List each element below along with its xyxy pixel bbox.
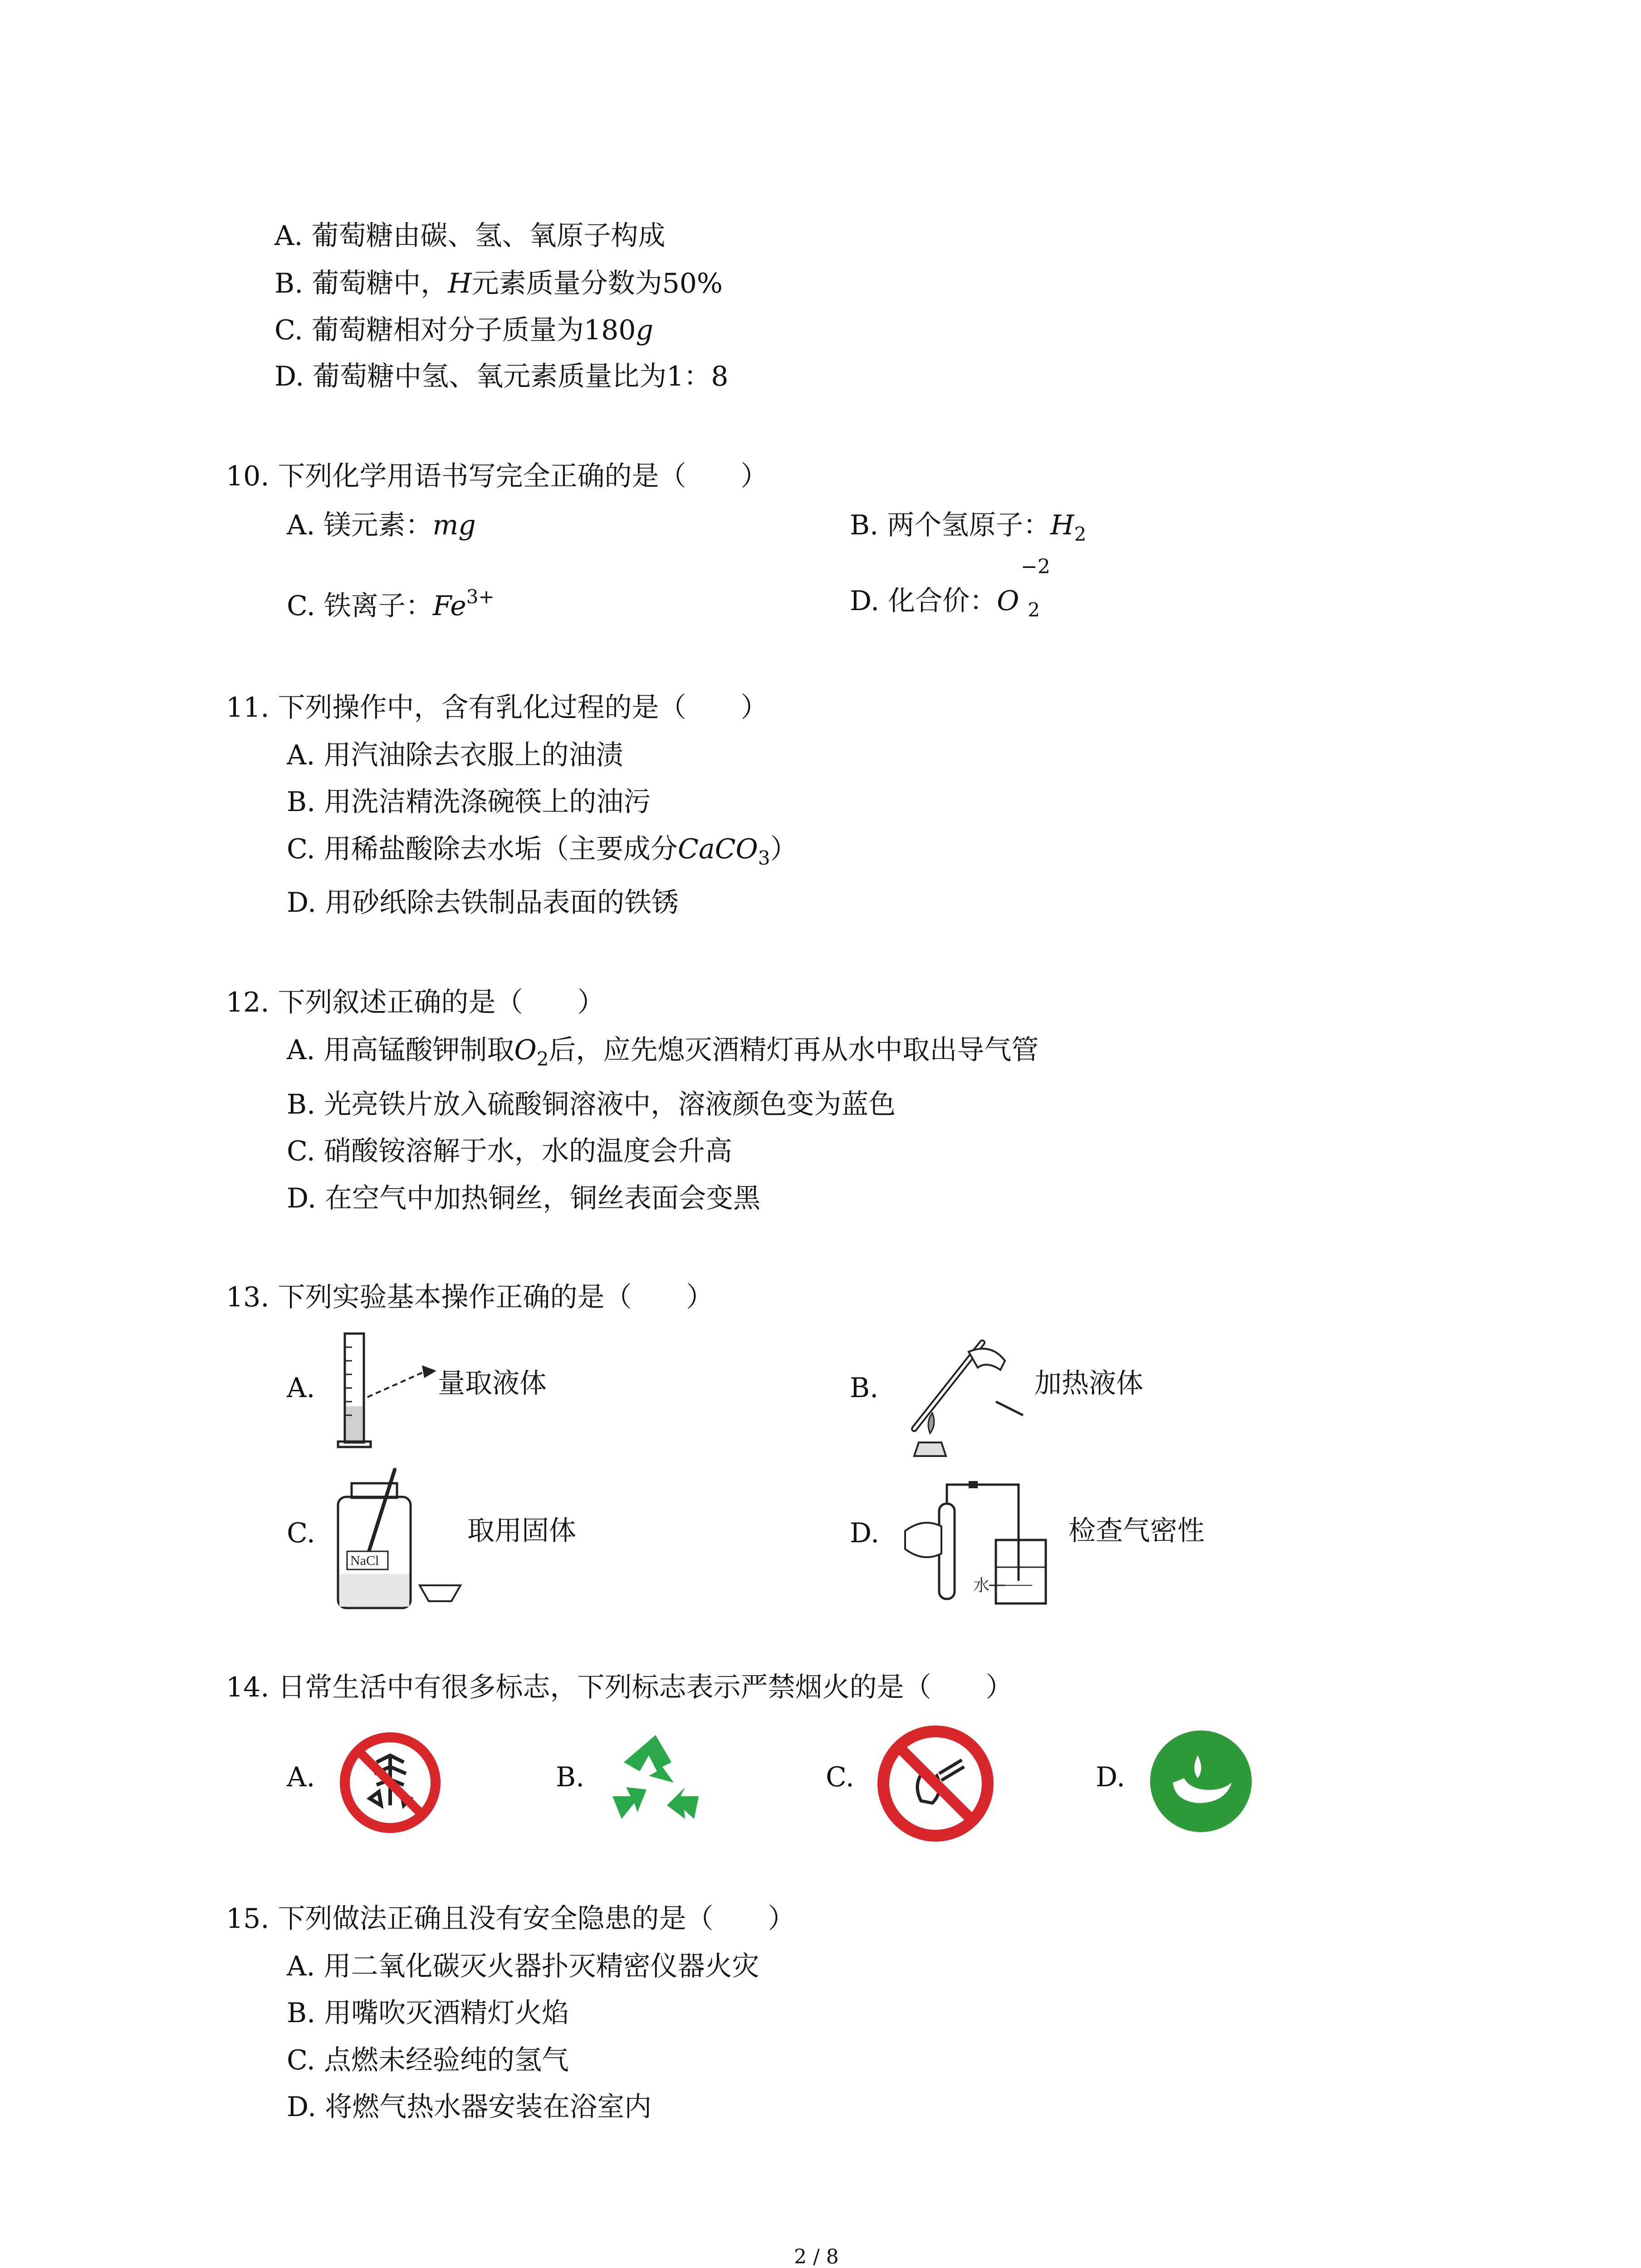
heating-liquid-figure xyxy=(892,1325,1028,1461)
q11-option-b: B. 用洗洁精洗涤碗筷上的油污 xyxy=(287,786,651,818)
q9-option-c: C. 葡萄糖相对分子质量为180g xyxy=(274,314,653,346)
page-number: 2 / 8 xyxy=(794,2245,839,2268)
q15-option-c: C. 点燃未经验纯的氢气 xyxy=(287,2044,569,2076)
q13-letter-b: B. xyxy=(850,1372,879,1404)
q12-option-d: D. 在空气中加热铜丝，铜丝表面会变黑 xyxy=(287,1183,761,1214)
airtightness-check-figure xyxy=(896,1476,1068,1608)
q9-option-a: A. 葡萄糖由碳、氢、氧原子构成 xyxy=(274,220,666,252)
q12-option-c: C. 硝酸铵溶解于水，水的温度会升高 xyxy=(287,1135,732,1167)
q14-letter-c: C. xyxy=(826,1761,854,1793)
q13-label-a: 量取液体 xyxy=(438,1368,547,1399)
q15-stem: 15. 下列做法正确且没有安全隐患的是（ ） xyxy=(226,1903,795,1935)
graduated-cylinder-figure xyxy=(331,1329,440,1452)
water-label: 水 xyxy=(973,1576,990,1594)
q10-valence-mark: −2 xyxy=(1021,555,1050,578)
water-saving-sign xyxy=(1148,1728,1254,1835)
q14-stem: 14. 日常生活中有很多标志，下列标志表示严禁烟火的是（ ） xyxy=(226,1672,1013,1703)
recycle-sign xyxy=(603,1728,708,1833)
q15-option-d: D. 将燃气热水器安装在浴室内 xyxy=(287,2091,652,2123)
q9-option-d: D. 葡萄糖中氢、氧元素质量比为1：8 xyxy=(274,361,729,392)
q14-letter-d: D. xyxy=(1096,1761,1126,1793)
q10-option-c: C. 铁离子：$Fe^{3+}$ xyxy=(287,586,495,622)
q12-option-a: A. 用高锰酸钾制取$O_2$后，应先熄灭酒精灯再从水中取出导气管 xyxy=(287,1034,1039,1070)
q11-option-d: D. 用砂纸除去铁制品表面的铁锈 xyxy=(287,887,679,919)
q13-letter-c: C. xyxy=(287,1517,315,1549)
q11-option-a: A. 用汽油除去衣服上的油渍 xyxy=(287,739,623,771)
q15-option-a: A. 用二氧化碳灭火器扑灭精密仪器火灾 xyxy=(287,1950,759,1982)
q9-option-b: B. 葡萄糖中，H元素质量分数为50% xyxy=(274,268,723,299)
q12-stem: 12. 下列叙述正确的是（ ） xyxy=(226,987,605,1018)
no-fireworks-sign xyxy=(338,1730,442,1835)
q15-option-b: B. 用嘴吹灭酒精灯火焰 xyxy=(287,1997,569,2029)
nacl-label: NaCl xyxy=(350,1553,379,1568)
q10-option-a: A. 镁元素：mg xyxy=(287,509,476,541)
q11-option-c: C. 用稀盐酸除去水垢（主要成分CaCO$_3$） xyxy=(287,833,798,869)
q11-stem: 11. 下列操作中，含有乳化过程的是（ ） xyxy=(226,692,768,723)
q13-letter-d: D. xyxy=(850,1517,880,1549)
q10-option-d: D. 化合价：O $_2$ xyxy=(850,585,1040,621)
q10-option-b: B. 两个氢原子：$H_2$ xyxy=(850,509,1087,545)
q13-label-c: 取用固体 xyxy=(467,1515,576,1547)
q13-label-b: 加热液体 xyxy=(1034,1368,1143,1399)
no-open-flame-sign xyxy=(876,1724,996,1844)
solid-reagent-figure xyxy=(331,1465,467,1615)
q13-stem: 13. 下列实验基本操作正确的是（ ） xyxy=(226,1281,714,1313)
q13-letter-a: A. xyxy=(287,1372,315,1404)
q13-label-d: 检查气密性 xyxy=(1068,1515,1205,1547)
q14-letter-a: A. xyxy=(287,1761,315,1793)
q10-stem: 10. 下列化学用语书写完全正确的是（ ） xyxy=(226,460,768,492)
q12-option-b: B. 光亮铁片放入硫酸铜溶液中，溶液颜色变为蓝色 xyxy=(287,1089,896,1120)
q14-letter-b: B. xyxy=(556,1761,585,1793)
